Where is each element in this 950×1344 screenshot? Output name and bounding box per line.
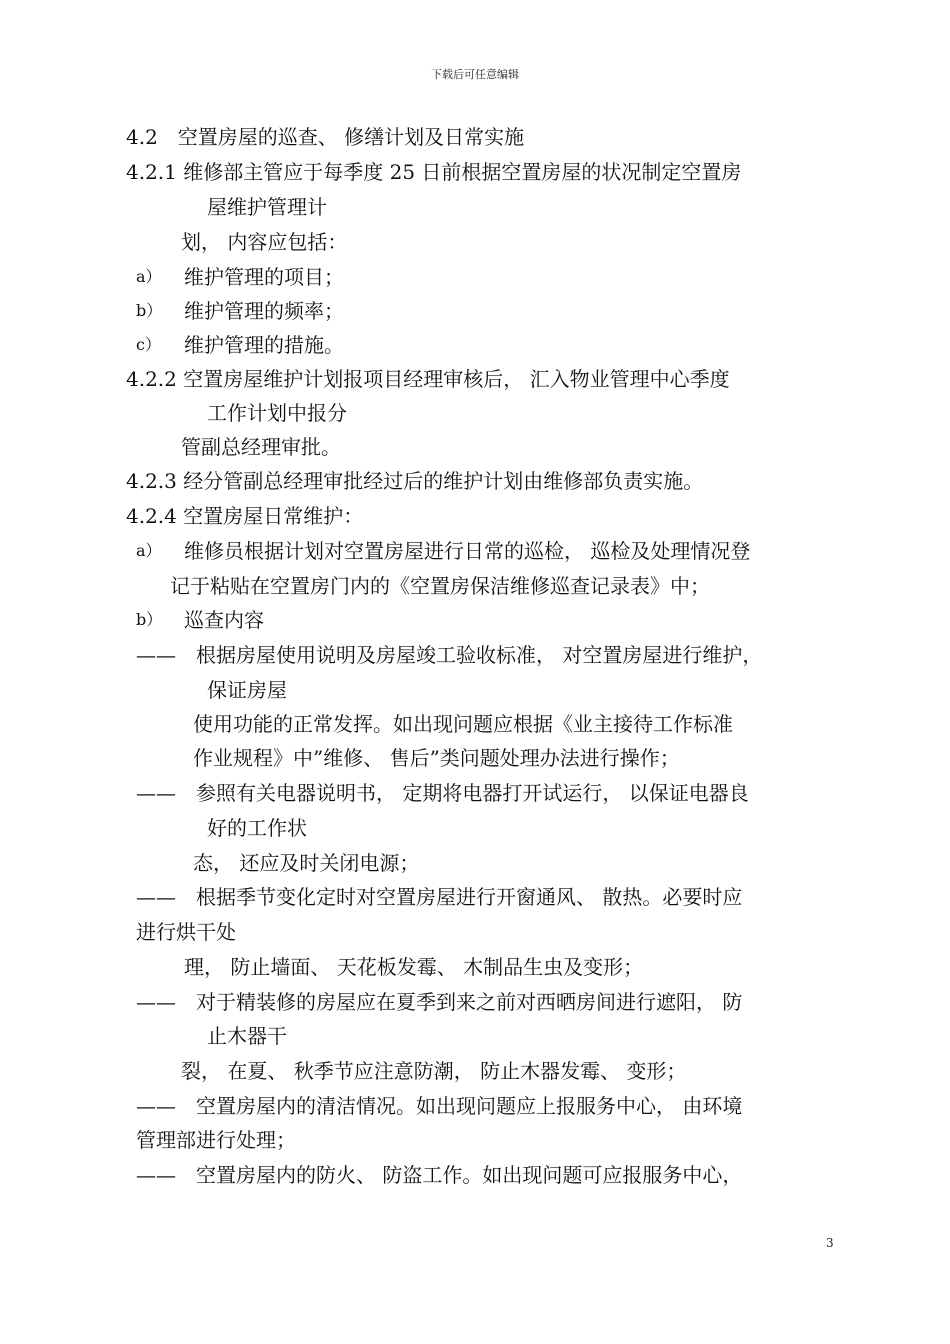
text-line: 4.2.1 维修部主管应于每季度 25 日前根据空置房屋的状况制定空置房 — [126, 160, 742, 184]
text-line: —— 空置房屋内的清洁情况。如出现问题应上报服务中心， 由环境 — [136, 1094, 743, 1118]
text-line: 管理部进行处理； — [136, 1128, 296, 1152]
text-line: 作业规程》中”维修、 售后”类问题处理办法进行操作； — [193, 746, 680, 770]
text-line: 进行烘干处 — [136, 920, 236, 944]
list-marker: c） — [136, 335, 161, 354]
text-line: 管副总经理审批。 — [181, 435, 341, 459]
text-line: —— 根据房屋使用说明及房屋竣工验收标准， 对空置房屋进行维护， — [136, 643, 763, 667]
text-line: —— 对于精装修的房屋应在夏季到来之前对西晒房间进行遮阳， 防 — [136, 990, 743, 1014]
text-line: —— 根据季节变化定时对空置房屋进行开窗通风、 散热。必要时应 — [136, 885, 743, 909]
list-marker: b） — [136, 610, 163, 629]
text-line: 维修员根据计划对空置房屋进行日常的巡检， 巡检及处理情况登 — [184, 539, 751, 563]
text-line: —— 空置房屋内的防火、 防盗工作。如出现问题可应报服务中心， — [136, 1163, 743, 1187]
text-line: 屋维护管理计 — [207, 195, 327, 219]
list-marker: a） — [136, 541, 162, 560]
text-line: 4.2.3 经分管副总经理审批经过后的维护计划由维修部负责实施。 — [126, 469, 704, 493]
text-line: —— 参照有关电器说明书， 定期将电器打开试运行， 以保证电器良 — [136, 781, 749, 805]
text-line: 4.2.4 空置房屋日常维护： — [126, 504, 364, 528]
text-line: 巡查内容 — [184, 608, 264, 632]
text-line: 4.2.2 空置房屋维护计划报项目经理审核后， 汇入物业管理中心季度 — [126, 367, 730, 391]
text-line: 使用功能的正常发挥。如出现问题应根据《业主接待工作标准 — [193, 712, 733, 736]
text-line: 维护管理的措施。 — [184, 333, 344, 357]
text-line: 工作计划中报分 — [207, 401, 347, 425]
page-number: 3 — [826, 1236, 834, 1250]
text-line: 划， 内容应包括： — [181, 230, 348, 254]
text-line: 裂， 在夏、 秋季节应注意防潮， 防止木器发霉、 变形； — [181, 1059, 687, 1083]
page-header: 下载后可任意编辑 — [431, 68, 519, 81]
text-line: 好的工作状 — [207, 816, 307, 840]
text-line: 4.2 空置房屋的巡查、 修缮计划及日常实施 — [126, 125, 525, 149]
text-line: 维护管理的频率； — [184, 299, 344, 323]
text-line: 态， 还应及时关闭电源； — [193, 851, 420, 875]
text-line: 维护管理的项目； — [184, 265, 344, 289]
text-line: 理， 防止墙面、 天花板发霉、 木制品生虫及变形； — [184, 955, 644, 979]
list-marker: a） — [136, 267, 162, 286]
text-line: 记于粘贴在空置房门内的《空置房保洁维修巡查记录表》中； — [170, 574, 710, 598]
text-line: 止木器干 — [207, 1024, 287, 1048]
list-marker: b） — [136, 301, 163, 320]
text-line: 保证房屋 — [207, 678, 287, 702]
